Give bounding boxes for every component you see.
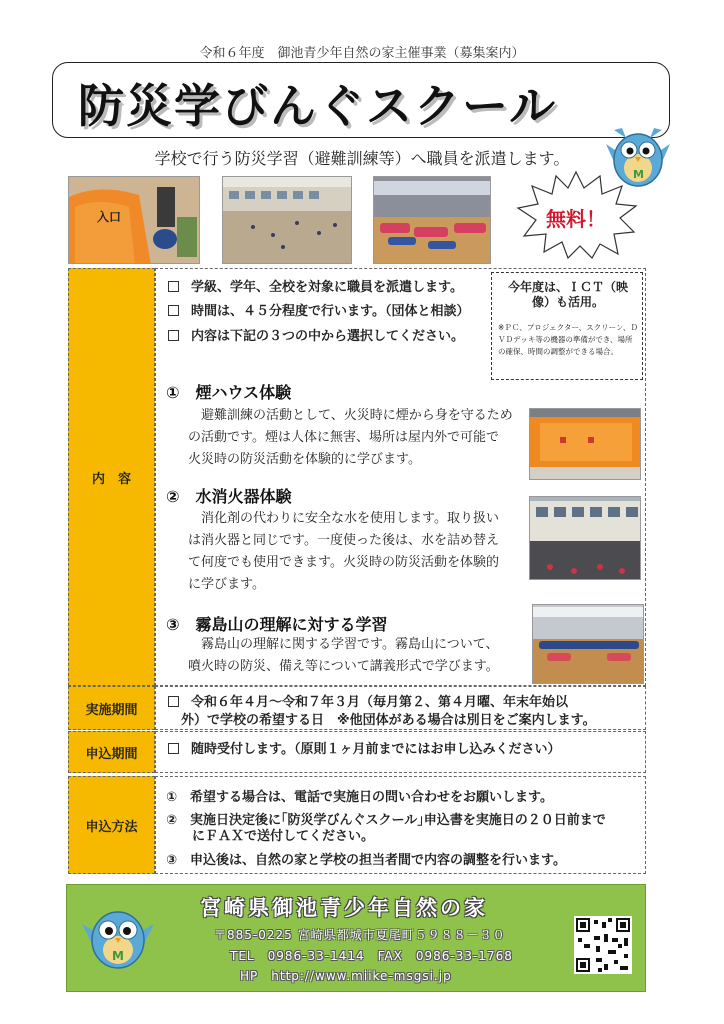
program-2-text: 消化剤の代わりに安全な水を使用します。取り扱い は消火器と同じです。一度使った後は、水を詰め替え て何度でも使用できます。火災時の防災活動を体験的 に学びます。 <box>188 511 499 592</box>
program-3-title: ③ 霧島山の理解に対する学習 <box>166 615 388 634</box>
photo-smoke-house-entrance <box>68 176 200 264</box>
photo-smoke-house <box>529 408 641 480</box>
apply-method-label: 申込方法 <box>68 776 155 874</box>
photo-schoolyard <box>222 176 352 264</box>
photo-water-extinguisher <box>529 496 641 580</box>
event-subtitle: 令和６年度 御池青少年自然の家主催事業（募集案内） <box>199 46 525 61</box>
owl-mascot-footer-icon <box>78 900 158 972</box>
period-label: 実施期間 <box>68 686 155 730</box>
program-2-title: ② 水消火器体験 <box>166 487 292 506</box>
program-1-title: ① 煙ハウス体験 <box>166 383 292 402</box>
check-item: 時間は、４５分程度で行います。（団体と相談） <box>168 300 469 319</box>
lead-text: 学校で行う防災学習（避難訓練等）へ職員を派遣します。 <box>154 149 570 168</box>
apply-method-item-1: ① 希望する場合は、電話で実施日の問い合わせをお願いします。 <box>166 790 553 805</box>
footer-website[interactable]: HP http://www.miike-msgsi.jp <box>240 969 452 983</box>
check-item: 学級、学年、全校を対象に職員を派遣します。 <box>168 276 463 295</box>
program-1-text: 避難訓練の活動として、火災時に煙から身を守るため の活動です。煙は人体に無害、場所は屋内外で可能で 火災時の防災活動を体験的に学びます。 <box>188 408 513 467</box>
apply-method-item-2: ② 実施日決定後に｢防災学びんぐスクール｣申込書を実施日の２０日前まで <box>166 813 606 828</box>
apply-period-text: 随時受付します。（原則１ヶ月前までにはお申し込みください） <box>168 738 560 757</box>
apply-method-item-2b: にＦＡＸで送付してください。 <box>166 829 375 844</box>
footer-address: 〒885-0225 宮崎県都城市夏尾町５９８８－３０ <box>214 928 506 942</box>
organization-name: 宮崎県御池青少年自然の家 <box>200 896 488 920</box>
qr-code-icon[interactable] <box>574 916 632 974</box>
check-item: 内容は下記の３つの中から選択してください。 <box>168 325 464 344</box>
photo-sign-text: 入口 <box>97 210 122 224</box>
photo-lecture-hall <box>532 604 644 684</box>
svg-text:M: M <box>633 168 644 181</box>
apply-method-item-3: ③ 申込後は、自然の家と学校の担当者間で内容の調整を行います。 <box>166 853 566 868</box>
ict-note: ※ＰＣ、プロジェクター、スクリーン、ＤＶＤデッキ等の機器の準備ができ、場所の確保、時間の調整ができる場合。 <box>498 323 638 356</box>
free-badge: 無料！ <box>546 207 606 231</box>
svg-text:M: M <box>112 949 124 963</box>
program-3-text: 霧島山の理解に関する学習です。霧島山について、 噴火時の防災、備え等について講義形式で学びます。 <box>188 637 499 674</box>
photo-gym-lecture <box>373 176 491 264</box>
content-label: 内 容 <box>68 268 155 686</box>
period-line-2: 外）で学校の希望する日 ※他団体がある場合は別日をご案内します。 <box>181 713 596 728</box>
page-title: 防災学びんぐスクール <box>78 79 558 133</box>
period-line-1: 令和６年４月～令和７年３月（毎月第２、第４月曜、年末年始以 <box>168 691 568 710</box>
apply-period-label: 申込期間 <box>68 731 155 773</box>
footer-contact: TEL 0986-33-1414 FAX 0986-33-1768 <box>230 949 513 963</box>
ict-title: 今年度は、ＩＣＴ（映像）も活用。 <box>507 280 628 309</box>
